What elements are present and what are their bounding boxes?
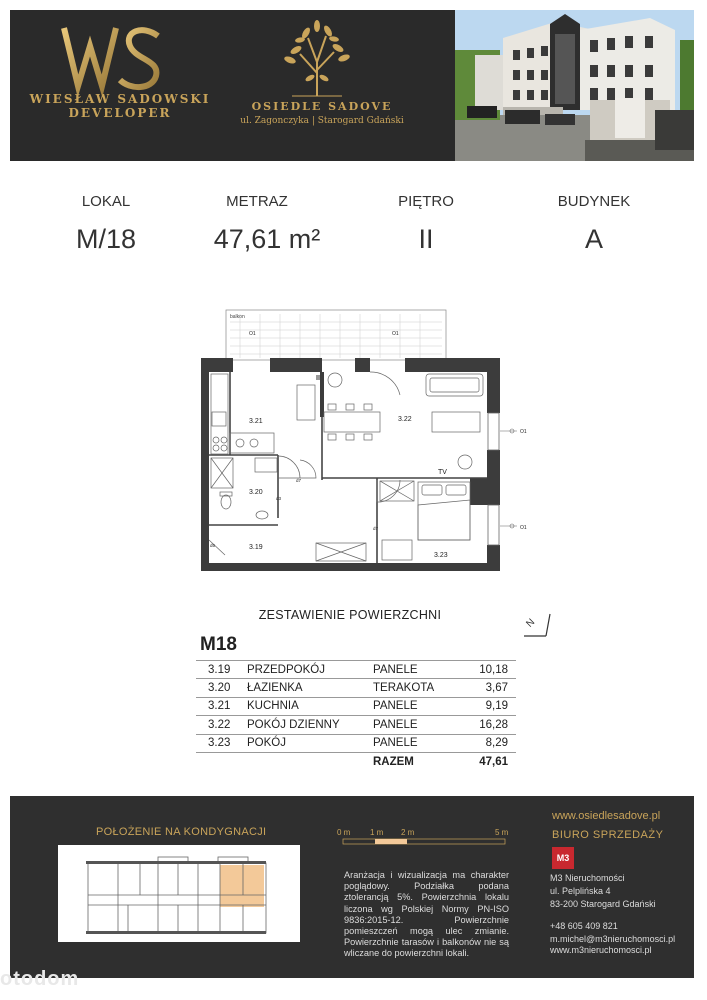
agency-city: 83-200 Starogard Gdański [550, 899, 656, 909]
agency-website[interactable]: www.m3nieruchomosci.pl [550, 945, 652, 955]
website-link[interactable]: www.osiedlesadove.pl [552, 810, 661, 822]
table-row [196, 679, 516, 697]
m3-logo: M3 [552, 847, 574, 869]
room-label-319: 3.19 [249, 544, 263, 551]
balcony [226, 310, 446, 360]
room-floor: PANELE [370, 661, 460, 679]
location-title: POŁOŻENIE NA KONDYGNACJI [96, 826, 267, 838]
floor-location-map [58, 845, 300, 942]
lokal-label: LOKAL [81, 193, 131, 210]
floor-plan [195, 305, 527, 580]
pietro-value: II [418, 224, 434, 254]
total-label: RAZEM [373, 755, 414, 768]
agency-street: ul. Pelplińska 4 [550, 886, 611, 896]
budynek-value: A [584, 224, 603, 254]
room-name: PRZEDPOKÓJ [244, 661, 370, 679]
door-mark: d7 [296, 478, 302, 483]
door-mark: d7 [373, 526, 379, 531]
estate-name: OSIEDLE SADOVE ul. Zagonczyka | Starogard Gdański [240, 100, 404, 126]
room-area: 3,67 [460, 679, 516, 697]
total-value: 47,61 [479, 755, 508, 768]
scale-bar [335, 826, 515, 856]
svg-text:5 m: 5 m [495, 828, 509, 837]
room-floor: PANELE [370, 697, 460, 715]
building-photo [455, 10, 694, 161]
window-mark: O1 [520, 429, 527, 435]
room-area: 16,28 [460, 716, 516, 734]
room-name: ŁAZIENKA [244, 679, 370, 697]
svg-text:N: N [524, 616, 538, 630]
door-mark: d3 [276, 496, 282, 501]
svg-text:0 m: 0 m [337, 828, 351, 837]
room-table [196, 660, 516, 771]
agency-name: M3 Nieruchomości [550, 873, 625, 883]
window-mark: O1 [249, 331, 256, 337]
table-total-row [196, 752, 516, 770]
table-row [196, 661, 516, 679]
window-mark: O1 [520, 525, 527, 531]
room-number: 3.22 [196, 716, 244, 734]
room-name: KUCHNIA [244, 697, 370, 715]
table-row [196, 734, 516, 752]
room-label-323: 3.23 [434, 552, 448, 559]
unit-code: M18 [200, 634, 237, 655]
room-area: 10,18 [460, 661, 516, 679]
metraz-value: 47,61 m² [213, 224, 321, 254]
svg-text:2 m: 2 m [401, 828, 415, 837]
door-mark: d5 [210, 543, 216, 548]
compass-north-icon [520, 608, 554, 642]
room-floor: PANELE [370, 716, 460, 734]
ws-logo [60, 24, 170, 94]
budynek-label: BUDYNEK [557, 193, 631, 210]
summary-title: ZESTAWIENIE POWIERZCHNI [258, 608, 442, 622]
room-area: 8,29 [460, 734, 516, 752]
table-row [196, 716, 516, 734]
room-label-322: 3.22 [398, 416, 412, 423]
agency-email[interactable]: m.michel@m3nieruchomosci.pl [550, 934, 676, 944]
metraz-label: METRAZ [226, 193, 288, 210]
svg-text:1 m: 1 m [370, 828, 384, 837]
sales-office-title: BIURO SPRZEDAŻY [552, 829, 664, 841]
otodom-watermark: otodom [0, 968, 80, 990]
room-label-320: 3.20 [249, 489, 263, 496]
room-name: POKÓJ [244, 734, 370, 752]
pietro-label: PIĘTRO [398, 193, 454, 210]
room-number: 3.20 [196, 679, 244, 697]
room-floor: PANELE [370, 734, 460, 752]
tree-logo [272, 18, 362, 98]
table-row [196, 697, 516, 715]
disclaimer-note: Aranżacja i wizualizacja ma charakter poglądowy. Podziałka podana ztolerancją 5%. Powierzchnia lokalu liczona wg Polskiej Normy PN-ISO 9836:2015-12. Powierzchnie pomieszczeń mogą ulec zmianie. Powierzchnie tarasów i balkonów nie są wliczane do powierzchni lokali. [344, 870, 509, 959]
agency-phone[interactable]: +48 605 409 821 [550, 921, 618, 931]
room-number: 3.23 [196, 734, 244, 752]
balcony-label: balkon [230, 314, 245, 320]
tv-label: TV [438, 469, 447, 476]
room-number: 3.21 [196, 697, 244, 715]
room-label-321: 3.21 [249, 418, 263, 425]
window-mark: O1 [392, 331, 399, 337]
developer-name: WIESŁAW SADOWSKI DEVELOPER [29, 92, 211, 120]
room-area: 9,19 [460, 697, 516, 715]
room-number: 3.19 [196, 661, 244, 679]
room-name: POKÓJ DZIENNY [244, 716, 370, 734]
room-floor: TERAKOTA [370, 679, 460, 697]
lokal-value: M/18 [75, 224, 137, 254]
